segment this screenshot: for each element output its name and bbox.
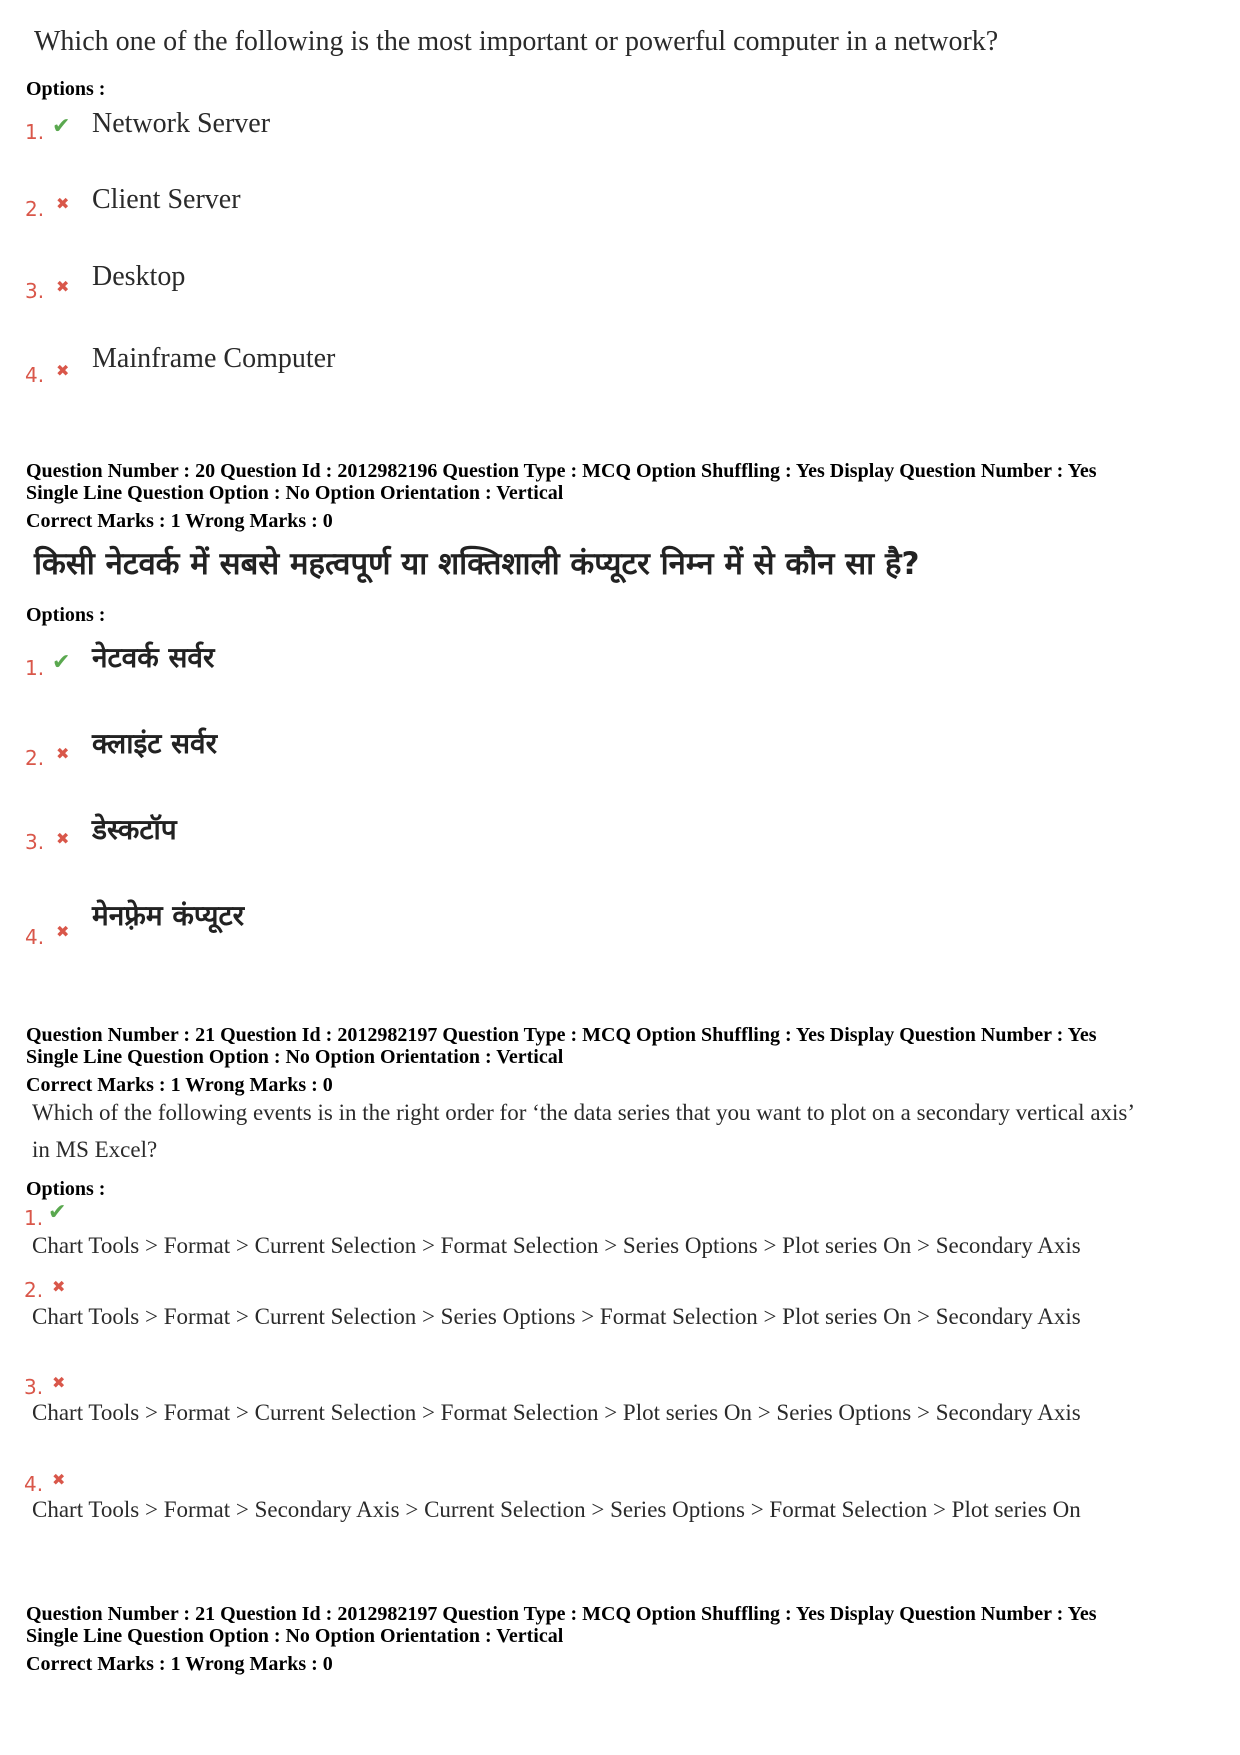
option-number: 1. [24,1206,44,1230]
question-text: Which one of the following is the most important or powerful computer in a network? [34,26,999,57]
option-text: Chart Tools > Format > Secondary Axis > Current Selection > Series Options > Format Selection > Plot series On [32,1497,1081,1522]
question-marks: Correct Marks : 1 Wrong Marks : 0 [26,1074,333,1096]
option-number: 4. [25,363,45,387]
option-number: 1. [25,656,45,680]
option-text: नेटवर्क सर्वर [92,641,215,674]
option-number: 1. [25,120,45,144]
question-meta-line: Single Line Question Option : No Option Orientation : Vertical [26,1046,564,1068]
question-meta-line: Single Line Question Option : No Option Orientation : Vertical [26,482,564,504]
check-icon: ✔ [52,114,71,139]
question-text-continued: in MS Excel? [32,1137,158,1162]
option-number: 3. [24,1375,44,1399]
question-meta-line: Question Number : 20 Question Id : 2012982196 Question Type : MCQ Option Shuffling : Yes Display Question Number : Yes [26,460,1097,482]
option-number: 2. [24,1278,44,1302]
option-text: Mainframe Computer [92,343,336,374]
option-text: क्लाइंट सर्वर [92,727,218,760]
options-label: Options : [26,604,106,626]
question-marks: Correct Marks : 1 Wrong Marks : 0 [26,1653,333,1675]
options-label: Options : [26,1178,106,1200]
option-number: 2. [25,746,45,770]
cross-icon: ✖ [56,361,70,380]
options-label: Options : [26,78,106,100]
option-text: Chart Tools > Format > Current Selection > Format Selection > Series Options > Plot series On > Secondary Axis [32,1233,1081,1258]
option-text: Desktop [92,261,186,292]
option-text: डेस्कटॉप [92,813,177,846]
option-number: 2. [25,197,45,221]
option-text: Chart Tools > Format > Current Selection > Series Options > Format Selection > Plot series On > Secondary Axis [32,1304,1081,1329]
option-text: मेनफ़्रेम कंप्यूटर [92,899,245,932]
cross-icon: ✖ [56,829,70,848]
question-meta-line: Question Number : 21 Question Id : 2012982197 Question Type : MCQ Option Shuffling : Yes Display Question Number : Yes [26,1024,1097,1046]
option-text: Client Server [92,184,241,215]
cross-icon: ✖ [56,277,70,296]
check-icon: ✔ [48,1200,67,1225]
option-text: Chart Tools > Format > Current Selection > Format Selection > Plot series On > Series Options > Secondary Axis [32,1400,1081,1425]
question-text: किसी नेटवर्क में सबसे महत्वपूर्ण या शक्तिशाली कंप्यूटर निम्न में से कौन सा है? [34,546,920,582]
question-marks: Correct Marks : 1 Wrong Marks : 0 [26,510,333,532]
cross-icon: ✖ [56,744,70,763]
question-meta-line: Question Number : 21 Question Id : 2012982197 Question Type : MCQ Option Shuffling : Yes Display Question Number : Yes [26,1603,1097,1625]
cross-icon: ✖ [52,1373,66,1392]
check-icon: ✔ [52,650,71,675]
cross-icon: ✖ [56,922,70,941]
option-number: 4. [24,1472,44,1496]
option-number: 3. [25,830,45,854]
option-text: Network Server [92,108,271,139]
cross-icon: ✖ [52,1470,66,1489]
option-number: 4. [25,925,45,949]
question-text: Which of the following events is in the right order for ‘the data series that you want to plot on a secondary vertical axis’ [32,1100,1136,1125]
cross-icon: ✖ [56,194,70,213]
cross-icon: ✖ [52,1277,66,1296]
option-number: 3. [25,279,45,303]
question-meta-line: Single Line Question Option : No Option Orientation : Vertical [26,1625,564,1647]
